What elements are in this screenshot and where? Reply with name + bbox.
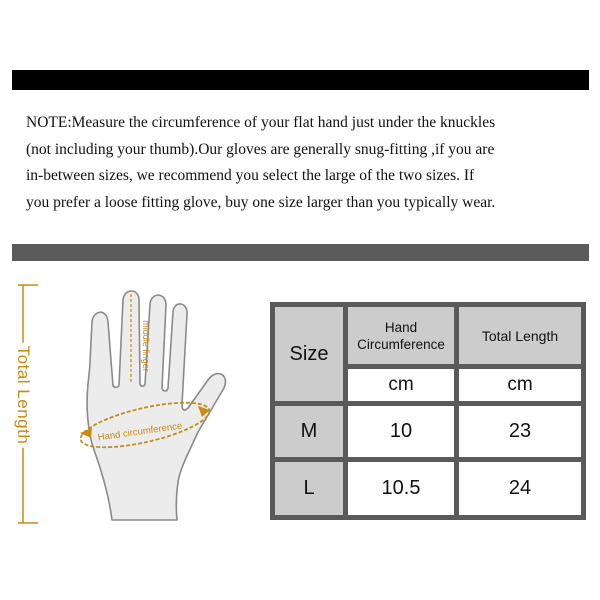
hand-circumference-value: 10.5 [381, 477, 421, 499]
size-cell [275, 406, 343, 457]
note-line: (not including your thumb).Our gloves are generally snug-fitting ,if you are [26, 140, 495, 158]
total-length-unit-cell [459, 369, 581, 401]
hand-circumference-unit: cm [388, 374, 414, 395]
total-length-header: Total Length [481, 327, 559, 344]
size-chart-table [270, 302, 586, 520]
hand-circumference-header-line2: Circumference [357, 336, 445, 352]
total-length-cell [459, 406, 581, 457]
total-length-cell [459, 462, 581, 515]
hand-circumference-header-line1: Hand [384, 319, 418, 335]
note-line: you prefer a loose fitting glove, buy one size larger than you typically wear. [26, 193, 496, 211]
size-header: Size [289, 342, 329, 365]
hand-circumference-label: Hand circumference [97, 420, 183, 444]
top-divider-bar [12, 70, 589, 90]
size-value: M [300, 420, 318, 442]
note-line: in-between sizes, we recommend you select the large of the two sizes. If [26, 167, 475, 184]
hand-circumference-cell [348, 406, 454, 457]
size-header-cell [275, 307, 343, 401]
total-length-header-cell [459, 307, 581, 364]
size-value: L [303, 477, 315, 499]
total-length-unit: cm [507, 374, 533, 395]
hand-circumference-unit-cell [348, 369, 454, 401]
note-line: NOTE:Measure the circumference of your flat hand just under the knuckles [26, 114, 496, 131]
total-length-value: 23 [508, 420, 532, 442]
total-length-label: Total Length [13, 343, 33, 448]
hand-circumference-cell [348, 462, 454, 515]
hand-circumference-header-cell [348, 307, 454, 364]
measurement-note [26, 110, 586, 216]
middle-divider-bar [12, 244, 589, 261]
hand-measurement-illustration [12, 282, 252, 532]
hand-circumference-value: 10 [389, 420, 413, 442]
middle-finger-label: middle finger [141, 320, 151, 372]
total-length-value: 24 [508, 477, 532, 499]
size-cell [275, 462, 343, 515]
